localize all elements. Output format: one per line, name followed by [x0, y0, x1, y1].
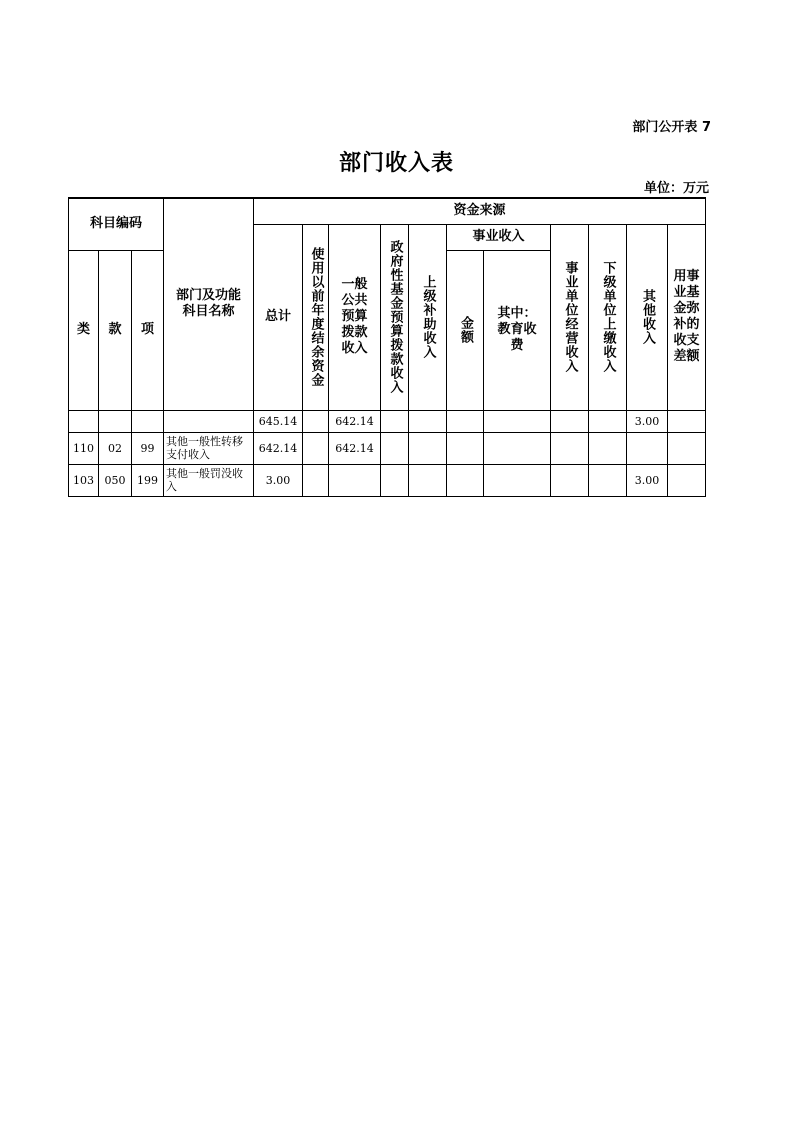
- header-business-operation: 事业单位经营收入: [562, 261, 578, 373]
- cell-gov: [381, 464, 409, 496]
- header-xiang: 项: [132, 250, 164, 410]
- cell-gov: [381, 432, 409, 464]
- table-row: [69, 410, 706, 432]
- cell-operation: [551, 432, 589, 464]
- cell-kuan: [99, 410, 132, 432]
- cell-kuan: 050: [99, 464, 132, 496]
- header-of-which-edu: 其中：教育收费: [484, 250, 551, 410]
- cell-amount: [447, 464, 484, 496]
- header-other-income: 其他收入: [640, 289, 655, 345]
- cell-superior: [409, 464, 447, 496]
- cell-other: 3.00: [627, 410, 668, 432]
- header-subject-code: 科目编码: [69, 198, 164, 250]
- page-title: 部门收入表: [338, 151, 454, 176]
- cell-lei: 110: [69, 432, 99, 464]
- cell-superior: [409, 410, 447, 432]
- header-lei: 类: [69, 250, 99, 410]
- header-general-budget: 一般公共预算拨款收入: [329, 224, 381, 410]
- cell-subordinate: [589, 432, 627, 464]
- cell-xiang: [132, 410, 164, 432]
- cell-operation: [551, 410, 589, 432]
- income-table: [68, 197, 706, 497]
- page-label: 部门公开表 7: [632, 120, 711, 135]
- cell-fund: [668, 432, 706, 464]
- header-gov-fund-budget: 政府性基金预算拨款收入: [387, 240, 403, 394]
- cell-subordinate: [589, 410, 627, 432]
- cell-edu: [484, 464, 551, 496]
- header-superior-subsidy: 上级补助收入: [420, 275, 436, 359]
- header-name: 部门及功能科目名称: [164, 198, 254, 410]
- cell-general: [329, 464, 381, 496]
- cell-other: 3.00: [627, 464, 668, 496]
- header-subordinate-payment: 下级单位上缴收入: [600, 261, 616, 373]
- cell-total: 3.00: [254, 464, 303, 496]
- cell-lei: 103: [69, 464, 99, 496]
- cell-prior: [303, 410, 329, 432]
- cell-operation: [551, 464, 589, 496]
- header-business-fund: 用事业基金弥补的收支差额: [668, 224, 706, 410]
- cell-general: 642.14: [329, 432, 381, 464]
- cell-other: [627, 432, 668, 464]
- header-prior-year-balance: 使用以前年度结余资金: [308, 247, 324, 387]
- header-amount: 金额: [458, 316, 473, 344]
- cell-xiang: 199: [132, 464, 164, 496]
- header-business-income: 事业收入: [447, 224, 551, 250]
- cell-kuan: 02: [99, 432, 132, 464]
- cell-amount: [447, 432, 484, 464]
- cell-total: 642.14: [254, 432, 303, 464]
- cell-gov: [381, 410, 409, 432]
- cell-name: 其他一般性转移支付收入: [164, 432, 254, 464]
- header-total: 总计: [254, 224, 303, 410]
- cell-amount: [447, 410, 484, 432]
- table-row: [69, 464, 706, 496]
- cell-lei: [69, 410, 99, 432]
- cell-superior: [409, 432, 447, 464]
- cell-total: 645.14: [254, 410, 303, 432]
- cell-fund: [668, 410, 706, 432]
- unit-label: 单位：万元: [643, 181, 709, 196]
- cell-prior: [303, 464, 329, 496]
- cell-xiang: 99: [132, 432, 164, 464]
- cell-edu: [484, 410, 551, 432]
- header-funding-sources: 资金来源: [254, 198, 706, 224]
- cell-name: 其他一般罚没收入: [164, 464, 254, 496]
- cell-prior: [303, 432, 329, 464]
- cell-name: [164, 410, 254, 432]
- cell-general: 642.14: [329, 410, 381, 432]
- header-kuan: 款: [99, 250, 132, 410]
- cell-fund: [668, 464, 706, 496]
- cell-subordinate: [589, 464, 627, 496]
- cell-edu: [484, 432, 551, 464]
- table-row: [69, 432, 706, 464]
